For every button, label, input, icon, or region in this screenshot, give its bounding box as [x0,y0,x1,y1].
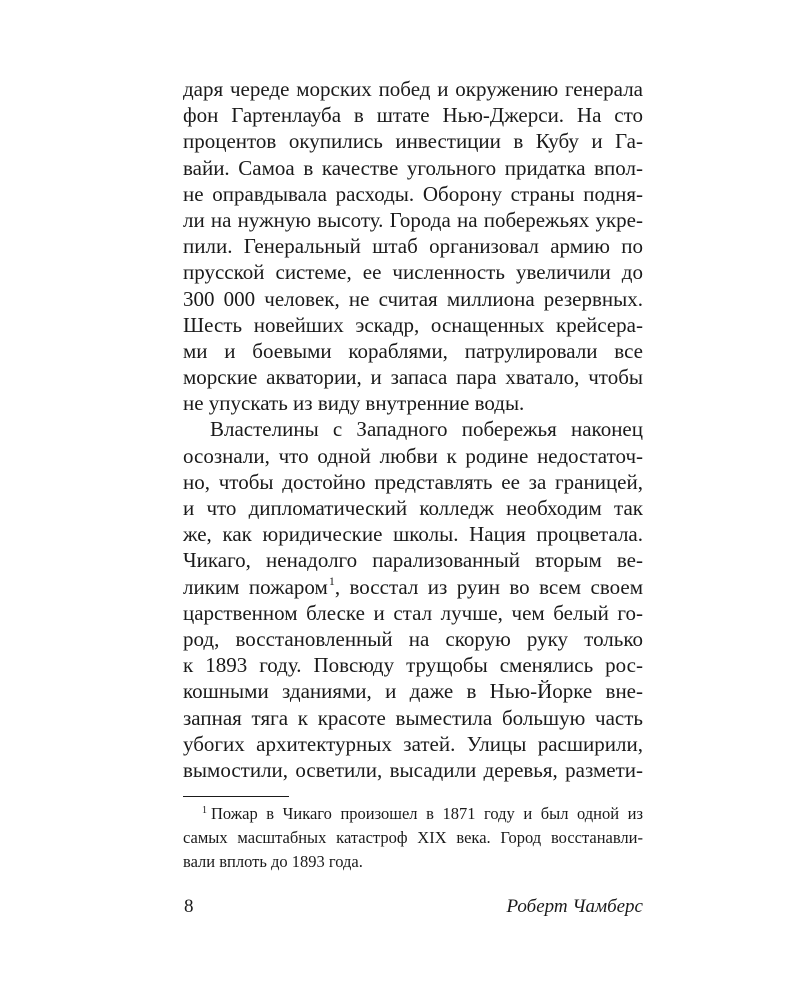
text-line: вымостили, осветили, высадили деревья, размети- [183,757,643,782]
text-line: фон Гартенлауба в штате Нью-Джерси. На сто [183,103,643,128]
running-head-author: Роберт Чамберс [506,896,643,917]
text-line: ми и боевыми кораблями, патрулировали все [183,338,643,363]
text-line: даря череде морских побед и окружению генерала [183,77,643,101]
text-line: убогих архитектурных затей. Улицы расширили, [183,731,643,756]
text-fragment: ликим пожаром [183,574,328,599]
text-line: к 1893 году. Повсюду трущобы сменялись рос- [183,653,643,678]
text-line: царственном блеске и стал лучше, чем белый го- [183,600,643,625]
text-line: но, чтобы достойно представлять ее за границей, [183,469,643,494]
text-line: Шесть новейших эскадр, оснащенных крейсера- [183,312,643,337]
text-line: осознали, что одной любви к родине недостаточ- [183,443,643,468]
text-line: не упускать из виду внутренние воды. [183,391,525,416]
text-line-with-footnote [183,574,643,600]
text-line: вайи. Самоа в качестве угольного придатка впол- [183,155,643,180]
text-fragment: , восстал из руин во всем своем [334,574,643,599]
text-line: и что дипломатический колледж необходим так [183,496,643,520]
text-line: род, восстановленный на скорую руку только [183,626,643,651]
footnote [183,802,643,874]
text-line: не оправдывала расходы. Оборону страны подня- [183,181,643,206]
text-line: 300 000 человек, не считая миллиона резервных. [183,286,643,311]
text-line: прусской системе, ее численность увеличили до [183,260,643,285]
footnote-text: Пожар в Чикаго произошел в 1871 году и был одной из [211,804,643,823]
text-line: ли на нужную высоту. Города на побережьях укре- [183,207,643,232]
paragraph-first-line: Властелины с Западного побережья наконец [210,417,643,442]
text-line: пили. Генеральный штаб организовал армию по [183,234,643,259]
text-line: Чикаго, ненадолго парализованный вторым ве- [183,548,643,573]
main-text [183,76,643,783]
text-line: же, как юридические школы. Нация процветала. [183,522,643,547]
footnote-separator [183,796,289,797]
text-line: процентов окупились инвестиции в Кубу и Га- [183,129,643,154]
footnote-line: самых масштабных катастроф XIX века. Город восстанавли- [183,828,643,847]
text-line: кошными зданиями, и даже в Нью-Йорке вне- [183,679,643,704]
footnote-mark: 1 [202,805,207,816]
footnote-line [183,802,643,826]
page-number: 8 [184,896,194,917]
text-line: запная тяга к красоте выместила большую часть [183,705,643,730]
footnote-reference[interactable]: 1 [328,573,335,588]
text-line: морские акватории, и запаса пара хватало, чтобы [183,365,643,390]
footnote-line: вали вплоть до 1893 года. [183,852,363,871]
